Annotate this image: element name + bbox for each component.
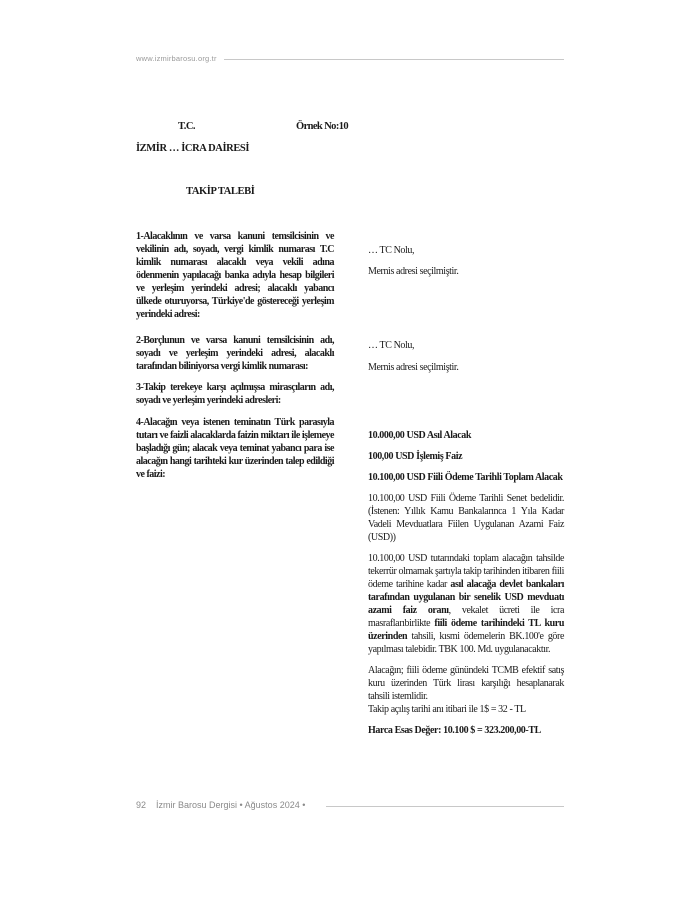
interest-bold-2: fiili ödeme tarihindeki TL kuru üzerinden bbox=[368, 618, 564, 642]
claim-total: 10.100,00 USD Fiili Ödeme Tarihli Toplam Alacak bbox=[368, 472, 563, 483]
office-name: İZMİR … İCRA DAİRESİ bbox=[136, 143, 250, 154]
fee-value: : 10.100 $ = 323.200,00-TL bbox=[438, 725, 541, 736]
interest-text-1: 10.100,00 USD tutarındaki toplam alacağın tahsilde tekerrür olmamak şartıyla takip tarihinden itibaren fiili ödeme tarihine kadar bbox=[368, 553, 565, 590]
item-3-question: 3-Takip terekeye karşı açılmışsa mirasçıların adı, soyadı ve yerleşim yerindeki adresleri: bbox=[136, 382, 334, 406]
item-1-question: 1-Alacaklının ve varsa kanuni temsilcisinin ve vekilinin adı, soyadı, vergi kimlik numarası T.C kimlik numarası alacaklı veya vekili adına ödenmenin yapılacağı banka adıyla hesap bilgileri ve yerleşim yerindeki adresi; alacaklı yabancı ülkede oturuyorsa, Türkiye'de göstereceği yerleşim yerindeki adresi: bbox=[136, 231, 334, 320]
page-number: 92 bbox=[136, 800, 147, 810]
item-1-answer-line2: Mernis adresi seçilmiştir. bbox=[368, 266, 459, 277]
tc-label: T.C. bbox=[178, 121, 196, 132]
claim-exchange-paragraph: Alacağın; fiili ödeme günündeki TCMB efektif satış kuru üzerinden Türk lirası karşılığı hesaplanarak tahsili istemlidir. bbox=[368, 665, 564, 702]
item-2-question: 2-Borçlunun ve varsa kanuni temsilcisinin adı, soyadı ve yerleşim yerindeki adresi, alacaklı tarafından biliniyorsa vergi kimlik numarası: bbox=[136, 335, 334, 372]
item-4-question: 4-Alacağın veya istenen teminatın Türk parasıyla tutarı ve faizli alacaklarda faizin miktarı ile işlemeye başladığı gün; alacak veya teminat yabancı para ise alacağın hangi tarihteki kur üzerinden talep edildiği ve faizi: bbox=[136, 417, 334, 480]
sample-number: Örnek No:10 bbox=[296, 121, 349, 132]
item-2-answer-line1: … TC Nolu, bbox=[368, 340, 415, 351]
footer-divider bbox=[326, 806, 564, 807]
document-title: TAKİP TALEBİ bbox=[186, 186, 255, 197]
interest-bold-1: asıl alacağa devlet bankaları tarafından uygulanan bir senelik USD mevduatı azami faiz oranı bbox=[368, 579, 564, 616]
claim-interest: 100,00 USD İşlemiş Faiz bbox=[368, 451, 463, 462]
claim-interest-paragraph bbox=[368, 552, 564, 656]
interest-text-2: , vekalet ücreti ile icra masraflarıbirlikte bbox=[368, 605, 564, 629]
interest-text-3: tahsili, kısmi ödemelerin BK.100'e göre yapılması talebidir. TBK 100. Md. uygulanacaktır. bbox=[368, 631, 564, 655]
claim-fee-line bbox=[368, 724, 564, 737]
claim-details bbox=[368, 429, 564, 745]
claim-rate-line: Takip açılış tarihi anı itibari ile 1$ = 32 - TL bbox=[368, 704, 526, 715]
header-divider bbox=[224, 59, 564, 60]
item-1-answer-line1: … TC Nolu, bbox=[368, 245, 415, 256]
fee-label: Harca Esas Değer bbox=[368, 725, 439, 736]
site-url: www.izmirbarosu.org.tr bbox=[136, 54, 217, 63]
item-2-answer-line2: Mernis adresi seçilmiştir. bbox=[368, 362, 459, 373]
claim-principal: 10.000,00 USD Asıl Alacak bbox=[368, 430, 472, 441]
journal-name: İzmir Barosu Dergisi • Ağustos 2024 • bbox=[156, 800, 306, 810]
claim-description: 10.100,00 USD Fiili Ödeme Tarihli Senet bedelidir. (İstenen: Yıllık Kamu Bankalarınca 1 Yıla Kadar Vadeli Mevduatlara Fiilen Uygulanan Azami Faiz (USD)) bbox=[368, 493, 564, 543]
